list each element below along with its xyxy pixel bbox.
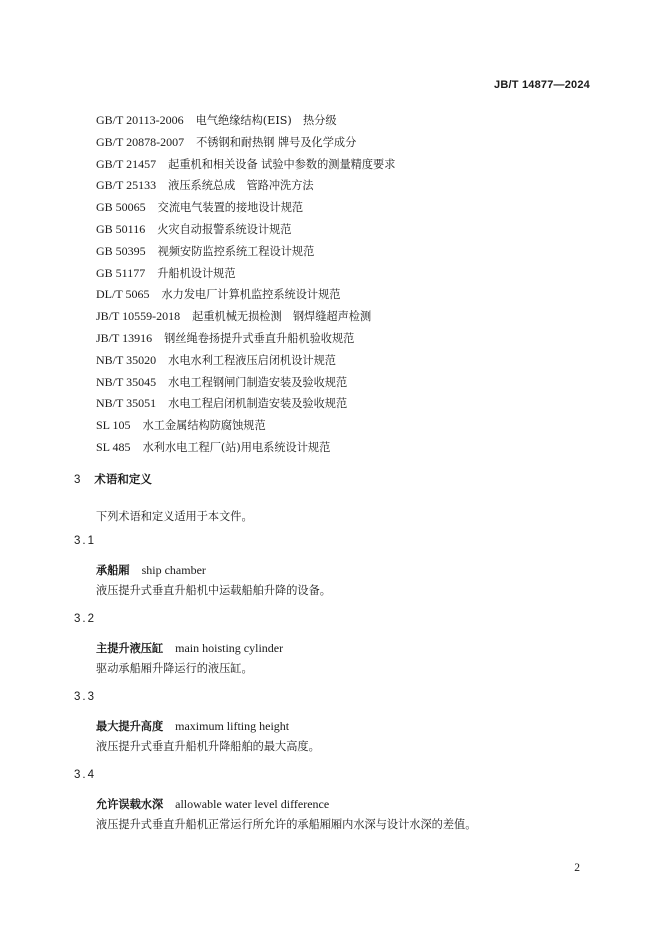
reference-item	[96, 219, 395, 241]
reference-item	[96, 284, 395, 306]
term-number: 3.4	[74, 769, 96, 781]
reference-item	[96, 372, 395, 394]
reference-code: GB 51177	[96, 265, 146, 280]
reference-code: JB/T 13916	[96, 330, 153, 345]
reference-code: NB/T 35045	[96, 374, 157, 389]
reference-code: NB/T 35020	[96, 352, 157, 367]
term-number: 3.1	[74, 535, 96, 547]
reference-item	[96, 241, 395, 263]
reference-item	[96, 154, 395, 176]
term-definition: 驱动承船厢升降运行的液压缸。	[96, 662, 253, 675]
reference-title: 水利水电工程厂(站)用电系统设计规范	[142, 440, 331, 454]
reference-code: GB/T 20878-2007	[96, 134, 185, 149]
reference-title: 水力发电厂计算机监控系统设计规范	[161, 288, 341, 302]
reference-code: GB/T 25133	[96, 178, 157, 193]
term-name-en: maximum lifting height	[175, 719, 290, 733]
reference-item	[96, 437, 395, 459]
term-definition: 液压提升式垂直升船机正常运行所允许的承船厢厢内水深与设计水深的差值。	[96, 818, 477, 831]
reference-code: DL/T 5065	[96, 287, 150, 302]
reference-item	[96, 393, 395, 415]
reference-item	[96, 306, 395, 328]
term-name-zh: 允许误载水深	[96, 798, 164, 811]
reference-item	[96, 415, 395, 437]
term-name	[96, 796, 329, 812]
reference-title: 火灾自动报警系统设计规范	[157, 222, 292, 236]
reference-title: 视频安防监控系统工程设计规范	[157, 244, 315, 258]
reference-code: GB/T 21457	[96, 156, 157, 171]
reference-code: SL 105	[96, 418, 131, 433]
reference-code: GB 50395	[96, 243, 146, 258]
term-definition: 液压提升式垂直升船机中运载船舶升降的设备。	[96, 584, 331, 597]
reference-item	[96, 263, 395, 285]
reference-item	[96, 175, 395, 197]
term-name-zh: 主提升液压缸	[96, 642, 164, 655]
term-definition: 液压提升式垂直升船机升降船舶的最大高度。	[96, 740, 320, 753]
reference-title: 水电水利工程液压启闭机设计规范	[168, 353, 336, 367]
reference-title: 液压系统总成 管路冲洗方法	[168, 179, 314, 193]
term-name-zh: 最大提升高度	[96, 720, 164, 733]
reference-title: 水电工程钢闸门制造安装及验收规范	[168, 375, 348, 389]
document-header-id: JB/T 14877—2024	[494, 79, 590, 91]
reference-title: 交流电气装置的接地设计规范	[157, 201, 304, 215]
reference-title: 电气绝缘结构(EIS) 热分级	[195, 114, 337, 127]
term-name-en: allowable water level difference	[175, 797, 330, 811]
reference-title: 起重机械无损检测 钢焊缝超声检测	[192, 310, 372, 324]
term-name-en: main hoisting cylinder	[175, 641, 284, 655]
reference-item	[96, 197, 395, 219]
reference-title: 起重机和相关设备 试验中参数的测量精度要求	[168, 157, 396, 171]
reference-title: 不锈钢和耐热钢 牌号及化学成分	[196, 135, 357, 149]
reference-item	[96, 110, 395, 132]
reference-title: 水工金属结构防腐蚀规范	[142, 419, 266, 433]
reference-item	[96, 132, 395, 154]
reference-code: SL 485	[96, 439, 131, 454]
reference-item	[96, 350, 395, 372]
reference-title: 水电工程启闭机制造安装及验收规范	[168, 397, 348, 411]
reference-code: NB/T 35051	[96, 396, 157, 411]
reference-code: GB 50065	[96, 200, 146, 215]
section-heading	[74, 471, 152, 487]
reference-title: 升船机设计规范	[157, 266, 236, 280]
section-intro-text: 下列术语和定义适用于本文件。	[96, 510, 253, 523]
section-number: 3	[74, 474, 81, 486]
term-name	[96, 718, 289, 734]
term-name-en: ship chamber	[141, 563, 206, 577]
reference-title: 钢丝绳卷扬提升式垂直升船机验收规范	[164, 331, 355, 345]
reference-code: JB/T 10559-2018	[96, 309, 181, 324]
reference-code: GB 50116	[96, 221, 146, 236]
term-name-zh: 承船厢	[96, 564, 130, 577]
term-name	[96, 562, 206, 578]
normative-references-list	[96, 110, 395, 459]
page-number: 2	[574, 862, 580, 874]
reference-code: GB/T 20113-2006	[96, 113, 184, 127]
term-number: 3.3	[74, 691, 96, 703]
section-title: 术语和定义	[94, 472, 152, 486]
term-name	[96, 640, 283, 656]
term-number: 3.2	[74, 613, 96, 625]
reference-item	[96, 328, 395, 350]
